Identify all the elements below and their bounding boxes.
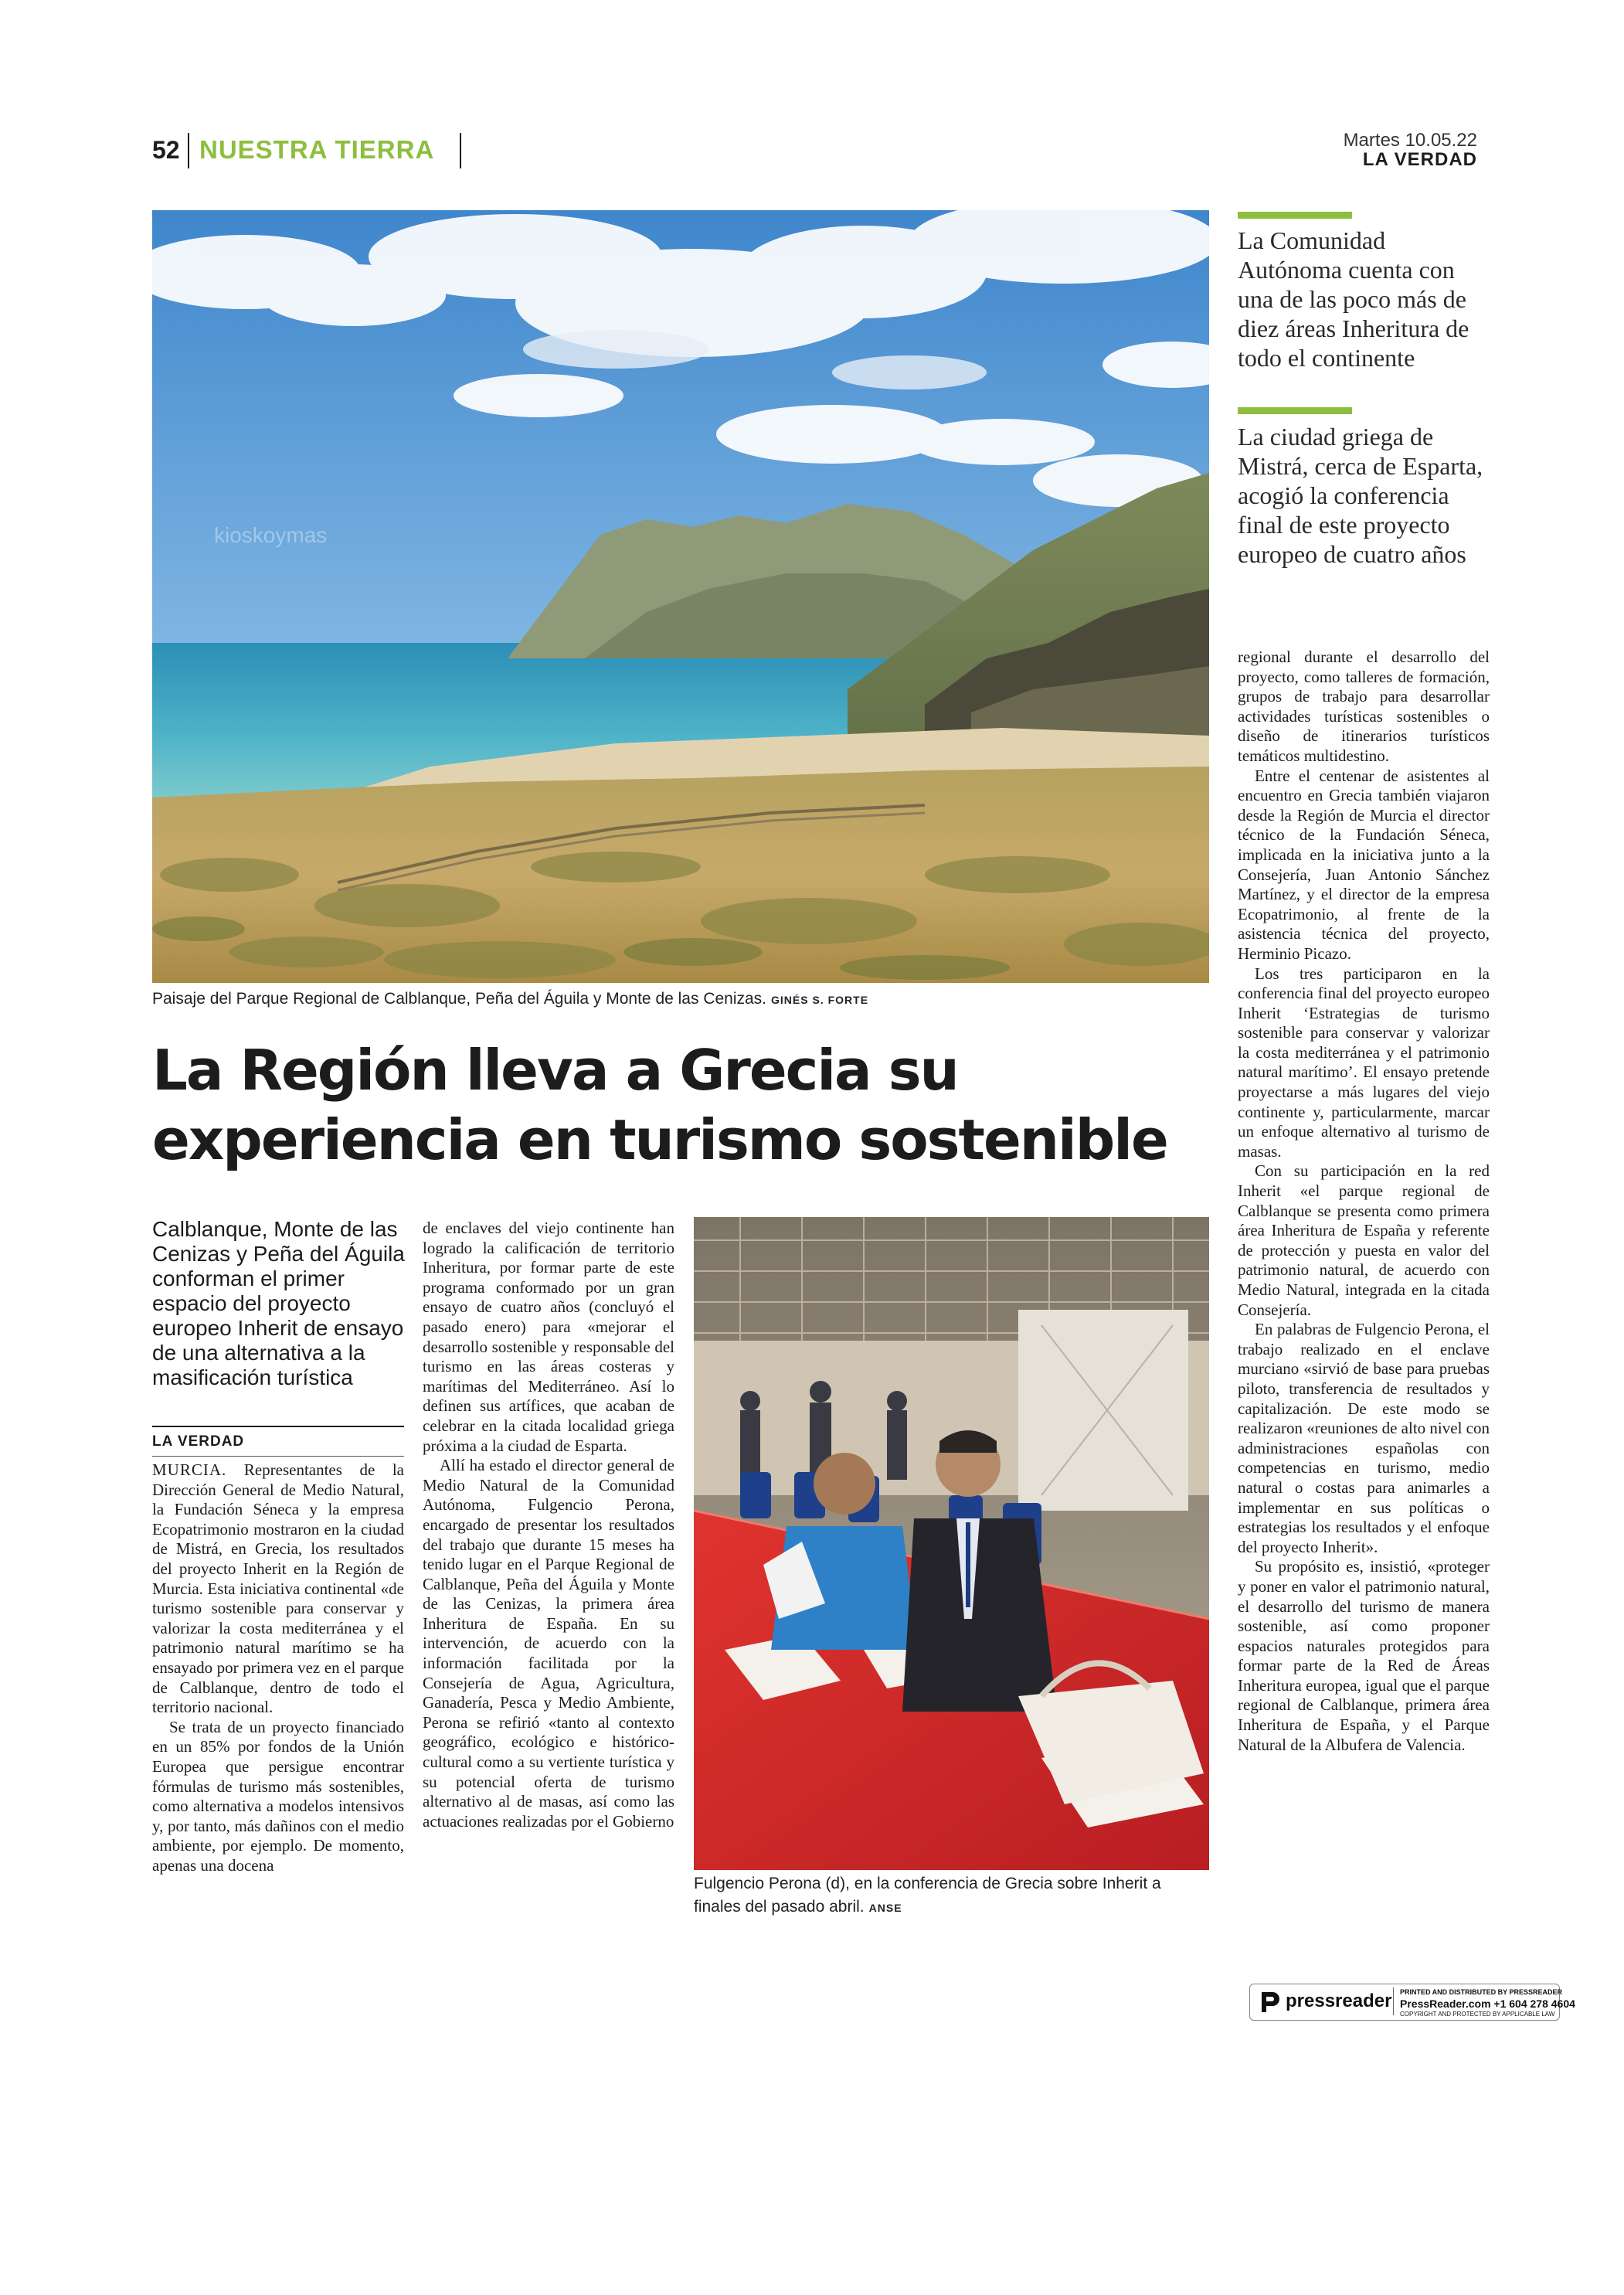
- paragraph: Allí ha estado el director general de Medio Natural de la Comunidad Autónoma, Fulgencio Perona, encargado de presentar los resultados del trabajo que durante 15 meses ha tenido lugar en el Parque Regional de Calblanque, Peña del Águila y Monte de las Cenizas, la primera área Inheritura de España. En su intervención, de acuerdo con la información facilitada por la Consejería de Agua, Agricultura, Ganadería, Pesca y Medio Ambiente, Perona se refirió «tanto al contexto geográfico, ecológico e histórico-cultural como a su vertiente turística y su potencial oferta de turismo alternativo al de masas, así como las actuaciones realizadas por el Gobierno: [423, 1456, 674, 1831]
- body-column-1: [152, 1460, 404, 1875]
- pull-quote-2: La ciudad griega de Mistrá, cerca de Esparta, acogió la conferencia final de este proyecto europeo de cuatro años: [1238, 423, 1483, 568]
- photo-credit: GINÉS S. FORTE: [771, 994, 869, 1006]
- body-column-2: [423, 1219, 674, 1831]
- section-title: NUESTRA TIERRA: [199, 135, 435, 164]
- dateline: MURCIA.: [152, 1460, 227, 1479]
- paragraph: regional durante el desarrollo del proyecto, como talleres de formación, grupos de trabajo para desarrollar actividades turísticas sostenibles o diseño de itinerarios turísticos temáticos multidestino.: [1238, 648, 1490, 765]
- paragraph: En palabras de Fulgencio Perona, el trabajo realizado en el enclave murciano «sirvió de base para pruebas piloto, transferencia de resultados y capitalización. De este modo se realizaron «reuniones de alto nivel con administraciones españolas con competencias en turismo, medio natural o costas para animarles a implementar en sus políticas o estrategias los resultados y el enfoque del proyecto Inherit».: [1238, 1320, 1490, 1556]
- landscape-photo: [152, 210, 1209, 983]
- article-headline: La Región lleva a Grecia su experiencia en turismo sostenible: [152, 1038, 1167, 1172]
- pull-quote-rule: [1238, 407, 1352, 414]
- paragraph: [152, 1460, 404, 1718]
- byline-rule: [152, 1456, 404, 1457]
- photo-credit: ANSE: [868, 1902, 902, 1914]
- main-photo-caption: [152, 988, 1209, 1012]
- paragraph: Se trata de un proyecto financiado en un 85% por fondos de la Unión Europea que persigue encontrar fórmulas de turismo más sostenibles, como alternativa a modelos intensivos y, por tanto, más dañinos con el medio ambiente, por ejemplo. De momento, apenas una docena: [152, 1717, 404, 1875]
- pressreader-divider: [1393, 1987, 1394, 2015]
- page-number: 52: [152, 136, 180, 164]
- pull-quote-1: La Comunidad Autónoma cuenta con una de las poco más de diez áreas Inheritura de todo el continente: [1238, 226, 1469, 372]
- paragraph: Entre el centenar de asistentes al encuentro en Grecia también viajaron desde la Región de Murcia el director técnico de la Fundación Séneca, implicada en la iniciativa junto a la Consejería, Juan Antonio Sánchez Martínez, y el director de la empresa Ecopatrimonio, al frente de la asistencia técnica del proyecto, Herminio Picazo.: [1238, 766, 1490, 963]
- pressreader-line-1: PRINTED AND DISTRIBUTED BY PRESSREADER: [1400, 1988, 1563, 1996]
- conference-photo-caption: [694, 1872, 1209, 1919]
- pressreader-logo-icon: [1255, 1987, 1283, 2015]
- pressreader-name: pressreader: [1286, 1991, 1392, 2011]
- article-deck: Calblanque, Monte de las Cenizas y Peña del Águila conforman el primer espacio del proyecto europeo Inherit de ensayo de una alternativa a la masificación turística: [152, 1217, 405, 1389]
- watermark-text: kioskoymas: [214, 523, 328, 547]
- watermark-right: oferna: [1472, 525, 1534, 549]
- header-divider: [188, 133, 189, 168]
- deck-rule: [152, 1426, 404, 1427]
- pull-quote-rule: [1238, 212, 1352, 219]
- paragraph: de enclaves del viejo continente han logrado la calificación de territorio Inheritura, por formar parte de este programa conformado por un gran ensayo de cuatro años (concluyó el pasado enero) para «mejorar el desarrollo sostenible y responsable del turismo en las áreas costeras y marítimas del Mediterráneo. Así lo definen sus artífices, que acaban de celebrar en la citada localidad griega próxima a la ciudad de Esparta.: [423, 1219, 674, 1455]
- paragraph: Los tres participaron en la conferencia final del proyecto europeo Inherit ‘Estrategias de turismo sostenible para conservar y valorizar la costa mediterránea y el patrimonio natural marítimo’. El ensayo pretende proyectarse a más lugares del viejo continente y, particularmente, marcar un enfoque alternativo al turismo de masas.: [1238, 964, 1490, 1161]
- caption-text: Paisaje del Parque Regional de Calblanque, Peña del Águila y Monte de las Cenizas.: [152, 990, 767, 1008]
- paragraph: Su propósito es, insistió, «proteger y poner en valor el patrimonio natural, el desarrollo del turismo de manera sostenible, así como proponer espacios naturales protegidos para formar parte de la Red de Áreas Inheritura europea, igual que el parque regional de Calblanque, primera área Inheritura de España, y el Parque Natural de la Albufera de Valencia.: [1238, 1557, 1490, 1754]
- issue-date: Martes 10.05.22: [1343, 130, 1477, 151]
- body-column-4: [1238, 648, 1490, 1755]
- pressreader-line-2: PressReader.com +1 604 278 4604: [1400, 1998, 1575, 2010]
- caption-text: Fulgencio Perona (d), en la conferencia de Grecia sobre Inherit a finales del pasado abril.: [694, 1875, 1161, 1916]
- conference-photo: [694, 1217, 1209, 1870]
- paragraph: Con su participación en la red Inherit «el parque regional de Calblanque se presenta como primera área Inheritura de España y referente de protección y puesta en valor del patrimonio natural, de acuerdo con Medio Natural, integrada en la citada Consejería.: [1238, 1161, 1490, 1319]
- newspaper-name: LA VERDAD: [1362, 149, 1477, 170]
- pressreader-line-3: COPYRIGHT AND PROTECTED BY APPLICABLE LAW: [1400, 2011, 1555, 2018]
- paragraph-text: Representantes de la Dirección General de Medio Natural, la Fundación Séneca y la empresa Ecopatrimonio mostraron en la ciudad de Mistrá, en Grecia, los resultados del proyecto Inherit en la Región de Murcia. Esta iniciativa continental «de turismo sostenible para conservar y valorizar la costa mediterránea y el patrimonio natural marítimo se ha ensayado por primera vez en el parque de Calblanque, dentro de todo el territorio nacional.: [152, 1460, 404, 1717]
- byline: LA VERDAD: [152, 1433, 245, 1450]
- header-divider: [460, 133, 461, 168]
